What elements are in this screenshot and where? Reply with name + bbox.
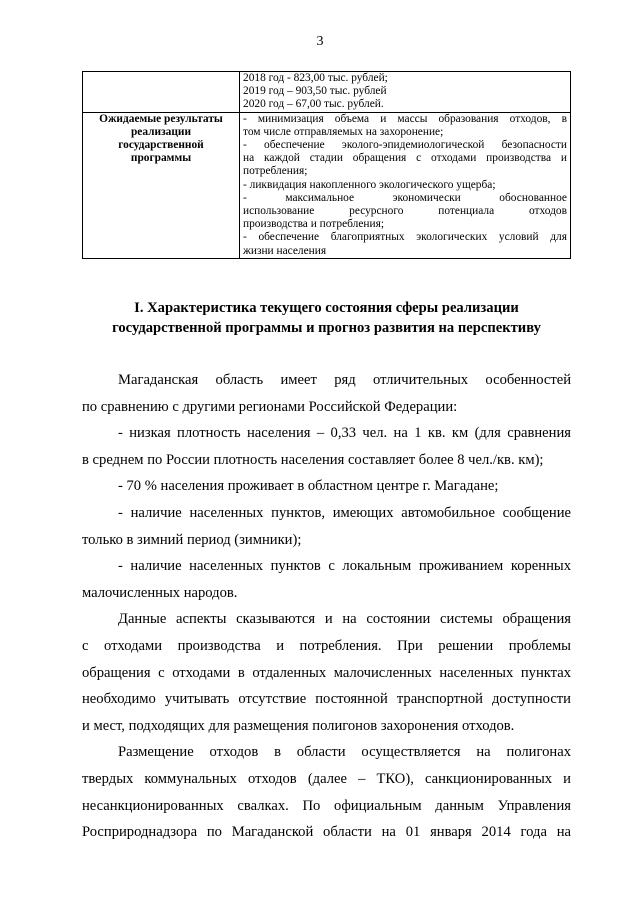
page-number: 3 <box>316 34 324 49</box>
results-line: том числе отправляемых на захоронение; <box>243 125 444 138</box>
paragraph-line: обращения с отходами в отдаленных малочисленных населенных пунктах <box>82 664 571 681</box>
funding-line-2020: 2020 год – 67,00 тыс. рублей. <box>243 98 384 111</box>
paragraph-line: Росприроднадзора по Магаданской области на 01 января 2014 года на <box>82 824 571 841</box>
bullet-line: только в зимний период (зимники); <box>82 531 302 548</box>
expected-results-label <box>83 112 240 258</box>
paragraph-line: Магаданская область имеет ряд отличительных особенностей <box>118 372 571 388</box>
results-line: на каждой стадии обращения с отходами производства и <box>243 152 567 165</box>
funding-line-2019: 2019 год – 903,50 тыс. рублей <box>243 85 387 98</box>
bullet-line: - низкая плотность населения – 0,33 чел. на 1 кв. км (для сравнения <box>118 425 571 442</box>
bullet-line: - наличие населенных пунктов с локальным проживанием коренных <box>118 558 571 575</box>
results-line: потребления; <box>243 165 308 178</box>
results-label-line: Ожидаемые результаты <box>99 112 223 125</box>
expected-results-row <box>83 112 571 258</box>
section-title <box>82 298 571 338</box>
paragraph-line: с отходами производства и потребления. При решении проблемы <box>82 637 571 654</box>
bullet-line: малочисленных народов. <box>82 584 238 601</box>
expected-results-content <box>240 112 571 258</box>
results-label-line: реализации <box>130 125 192 138</box>
paragraph-line: необходимо учитывать отсутствие постоянной транспортной доступности <box>82 691 571 708</box>
results-line: - максимальное экономически обоснованное <box>243 191 567 204</box>
bullet-line: в среднем по России плотность населения составляет более 8 чел./кв. км); <box>82 451 544 468</box>
paragraph-line: по сравнению с другими регионами Российской Федерации: <box>82 398 458 415</box>
bullet-line: - наличие населенных пунктов, имеющих автомобильное сообщение <box>118 504 571 521</box>
funding-line-2018: 2018 год - 823,00 тыс. рублей; <box>243 72 388 84</box>
funding-content-cell <box>240 72 571 113</box>
body-text <box>82 367 571 846</box>
results-line: - ликвидация накопленного экологического ущерба; <box>243 178 496 191</box>
results-line: - обеспечение благоприятных экологических условий для <box>243 231 567 244</box>
funding-row <box>83 72 571 113</box>
results-line: - обеспечение эколого-эпидемиологической безопасности <box>243 139 567 152</box>
paragraph-line: Данные аспекты сказываются и на состоянии системы обращения <box>118 611 571 628</box>
paragraph-line: твердых коммунальных отходов (далее – ТКО), санкционированных и <box>82 770 571 787</box>
program-info-table <box>82 71 571 259</box>
results-line: жизни населения <box>243 244 327 257</box>
results-line: использование ресурсного потенциала отходов <box>243 205 567 218</box>
paragraph-line: несанкционированных свалках. По официальным данным Управления <box>82 797 571 814</box>
results-label-line: государственной <box>118 139 204 152</box>
paragraph-line: и мест, подходящих для размещения полигонов захоронения отходов. <box>82 717 515 734</box>
results-line: - минимизация объема и массы образования отходов, в <box>243 112 567 125</box>
section-title-line-2: государственной программы и прогноз развития на перспективу <box>112 320 541 336</box>
bullet-line: - 70 % населения проживает в областном центре г. Магадане; <box>118 478 499 495</box>
results-line: производства и потребления; <box>243 218 385 231</box>
results-label-line: программы <box>130 152 192 165</box>
paragraph-line: Размещение отходов в области осуществляется на полигонах <box>118 744 571 761</box>
funding-label-cell <box>83 72 240 113</box>
section-title-line-1: I. Характеристика текущего состояния сферы реализации <box>134 300 519 316</box>
